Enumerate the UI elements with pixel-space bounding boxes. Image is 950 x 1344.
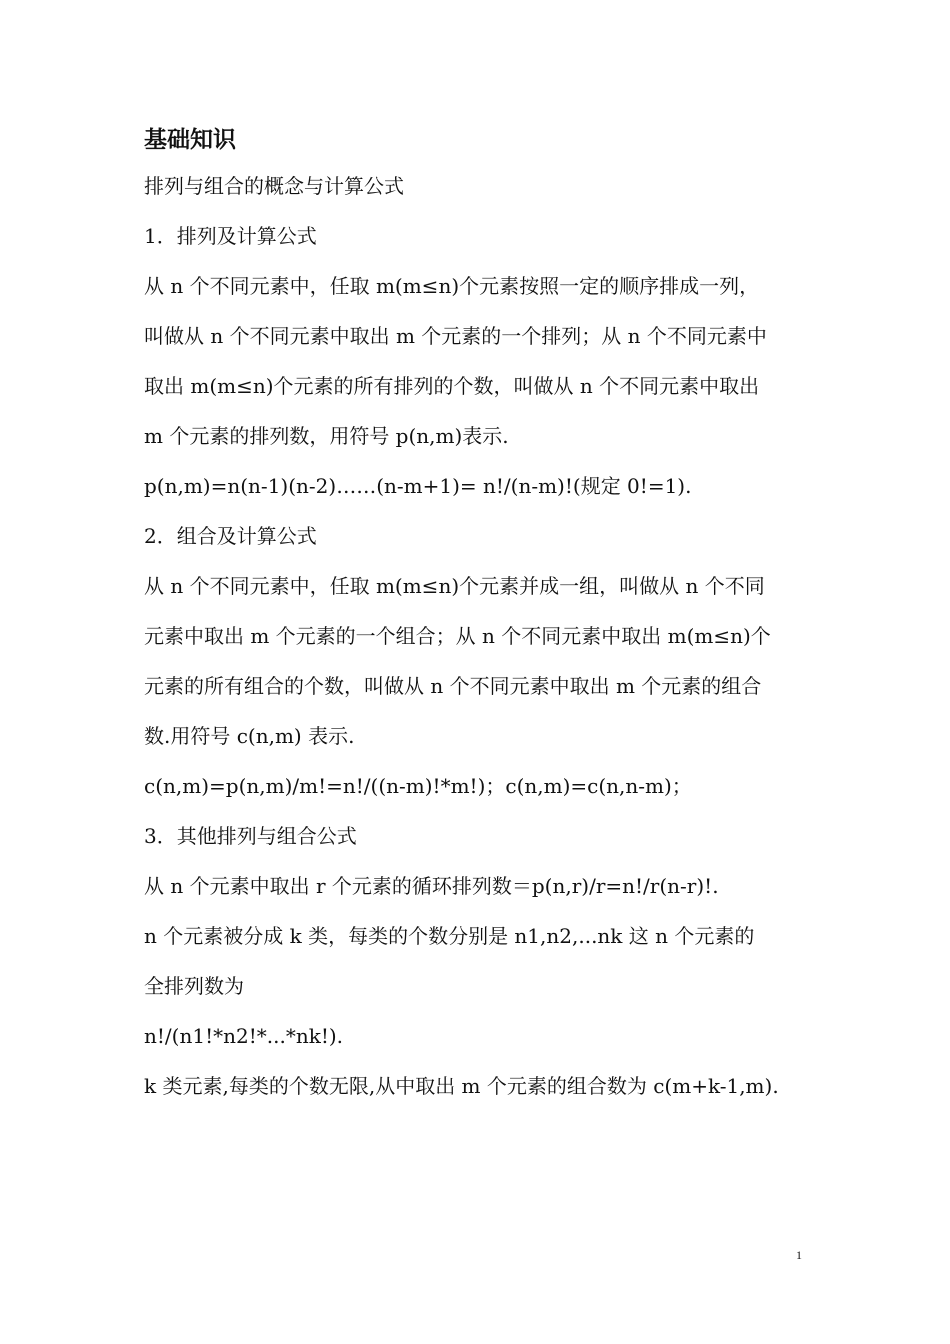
formula-line: n!/(n1!*n2!*...*nk!). xyxy=(144,1024,344,1048)
formula-line: c(n,m)=p(n,m)/m!=n!/((n-m)!*m!)；c(n,m)=c(n,n-m)； xyxy=(144,774,692,798)
paragraph-line: k 类元素,每类的个数无限,从中取出 m 个元素的组合数为 c(m+k-1,m). xyxy=(144,1074,779,1098)
paragraph-line: 从 n 个元素中取出 r 个元素的循环排列数＝p(n,r)/r=n!/r(n-r)!. xyxy=(144,874,719,898)
formula-line: p(n,m)=n(n-1)(n-2)……(n-m+1)= n!/(n-m)!(规定 0!=1). xyxy=(144,474,692,498)
paragraph-line: 全排列数为 xyxy=(144,974,244,998)
paragraph-line: 叫做从 n 个不同元素中取出 m 个元素的一个排列；从 n 个不同元素中 xyxy=(144,324,767,348)
paragraph-line: 从 n 个不同元素中，任取 m(m≤n)个元素按照一定的顺序排成一列， xyxy=(144,274,760,298)
heading-other-formulas: 3．其他排列与组合公式 xyxy=(144,824,357,848)
heading-permutation: 1．排列及计算公式 xyxy=(144,224,317,248)
paragraph-line: 数.用符号 c(n,m) 表示. xyxy=(144,724,355,748)
paragraph-line: 从 n 个不同元素中，任取 m(m≤n)个元素并成一组，叫做从 n 个不同 xyxy=(144,574,765,598)
section-subtitle: 排列与组合的概念与计算公式 xyxy=(144,174,404,198)
paragraph-line: 元素中取出 m 个元素的一个组合；从 n 个不同元素中取出 m(m≤n)个 xyxy=(144,624,771,648)
page-title: 基础知识 xyxy=(144,127,236,153)
paragraph-line: 元素的所有组合的个数，叫做从 n 个不同元素中取出 m 个元素的组合 xyxy=(144,674,762,698)
paragraph-line: 取出 m(m≤n)个元素的所有排列的个数，叫做从 n 个不同元素中取出 xyxy=(144,374,760,398)
page-number: 1 xyxy=(796,1248,802,1262)
paragraph-line: m 个元素的排列数，用符号 p(n,m)表示. xyxy=(144,424,509,448)
heading-combination: 2．组合及计算公式 xyxy=(144,524,317,548)
paragraph-line: n 个元素被分成 k 类，每类的个数分别是 n1,n2,...nk 这 n 个元素的 xyxy=(144,924,755,948)
